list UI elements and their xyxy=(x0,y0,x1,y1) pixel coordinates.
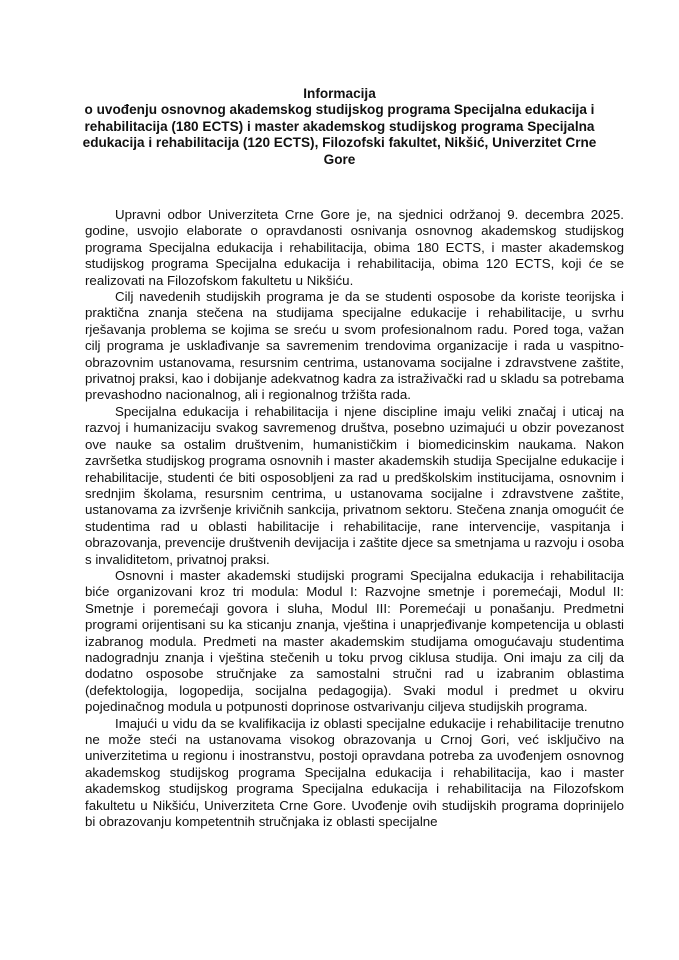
paragraph-2: Cilj navedenih studijskih programa je da se studenti osposobe da koriste teorijska i praktična znanja stečena na studijama specijalne edukacije i rehabilitacije, u svrhu rješavanja problema se kojima se sreću u svom profesionalnom radu. Pored toga, važan cilj programa je usklađivanje sa savremenim trendovima organizacije i rada u vaspitno-obrazovnim ustanovama, resursnim centrima, ustanovama socijalne i zdravstvene zaštite, privatnoj praksi, kao i dobijanje adekvatnog kadra za istraživački rad u skladu sa potrebama prevashodno nacionalnog, ali i regionalnog tržišta rada. xyxy=(85,289,624,403)
paragraph-3: Specijalna edukacija i rehabilitacija i njene discipline imaju veliki značaj i uticaj na razvoj i humanizaciju svakog savremenog društva, posebno uzimajući u obzir povezanost ove nauke sa ostalim društvenim, humanističkim i biomedicinskim naukama. Nakon završetka studijskog programa osnovnih i master akademskih studija Specijalne edukacije i rehabilitacije, studenti će biti osposobljeni za rad u predškolskim institucijama, osnovnim i srednjim školama, resursnim centrima, u ustanovama socijalne i zdravstvene zaštite, ustanovama za izvršenje krivičnih sankcija, privatnom sektoru. Stečena znanja omogućit će studentima rad u oblasti habilitacije i rehabilitacije, rane intervencije, vaspitanja i obrazovanja, prevencije društvenih devijacija i zaštite djece sa smetnjama u razvoju i osoba s invaliditetom, privatnoj praksi. xyxy=(85,403,624,567)
document-title xyxy=(70,86,609,168)
paragraph-5: Imajući u vidu da se kvalifikacija iz oblasti specijalne edukacije i rehabilitacije trenutno ne može steći na ustanovama visokog obrazovanja u Crnoj Gori, već isključivo na univerzitetima u regionu i inostranstvu, postoji opravdana potreba za uvođenjem osnovnog akademskog studijskog programa Specijalna edukacija i rehabilitacija, kao i master akademskog studijskog programa Specijalna edukacija i rehabilitacija na Filozofskom fakultetu u Nikšiću, Univerzitetа Crne Gore. Uvođenje ovih studijskih programa doprinijelo bi obrazovanju kompetentnih stručnjaka iz oblasti specijalne xyxy=(85,715,624,830)
title-line-1: o uvođenju osnovnog akademskog studijskog programa Specijalna edukacija i xyxy=(84,102,595,118)
title-line-4: Gore xyxy=(323,151,356,167)
paragraph-4: Osnovni i master akademski studijski programi Specijalna edukacija i rehabilitacija biće organizovani kroz tri modula: Modul I: Razvojne smetnje i poremećaji, Modul II: Smetnje i poremećaji govora i sluha, Modul III: Poremećaji u ponašanju. Predmetni programi orijentisani su ka sticanju znanja, vještina i unaprjeđivanje kompetencija u oblasti izabranog modula. Predmeti na master akademskim studijama omogućavaju studentima nadogradnju znanja i vještina stečenih u toku prvog ciklusa studija. Oni imaju za cilj da dodatno osposobe stručnjake za samostalni stručni rad u izabranim oblastima (defektologija, logopedija, socijalna pedagogija). Svaki modul i predmet u okviru pojedinačnog modula u potpunosti doprinose ostvarivanju ciljeva studijskih programa. xyxy=(85,567,624,715)
paragraph-1: Upravni odbor Univerziteta Crne Gore je, na sjednici održanoj 9. decembra 2025. godine, usvojio elaborate o opravdanosti osnivanja osnovnog akademskog studijskog programa Specijalna edukacija i rehabilitacija, obima 180 ECTS, i master akademskog studijskog programa Specijalna edukacija i rehabilitacija, obima 120 ECTS, koji će se realizovati na Filozofskom fakultetu u Nikšiću. xyxy=(85,207,624,288)
title-line-2: rehabilitacija (180 ECTS) i master akademskog studijskog programa Specijalna xyxy=(84,118,595,134)
title-heading: Informacija xyxy=(303,86,376,101)
title-line-3: edukacija i rehabilitacija (120 ECTS), Filozofski fakultet, Nikšić, Univerzitet Crne xyxy=(82,135,597,151)
document-body xyxy=(85,207,624,830)
